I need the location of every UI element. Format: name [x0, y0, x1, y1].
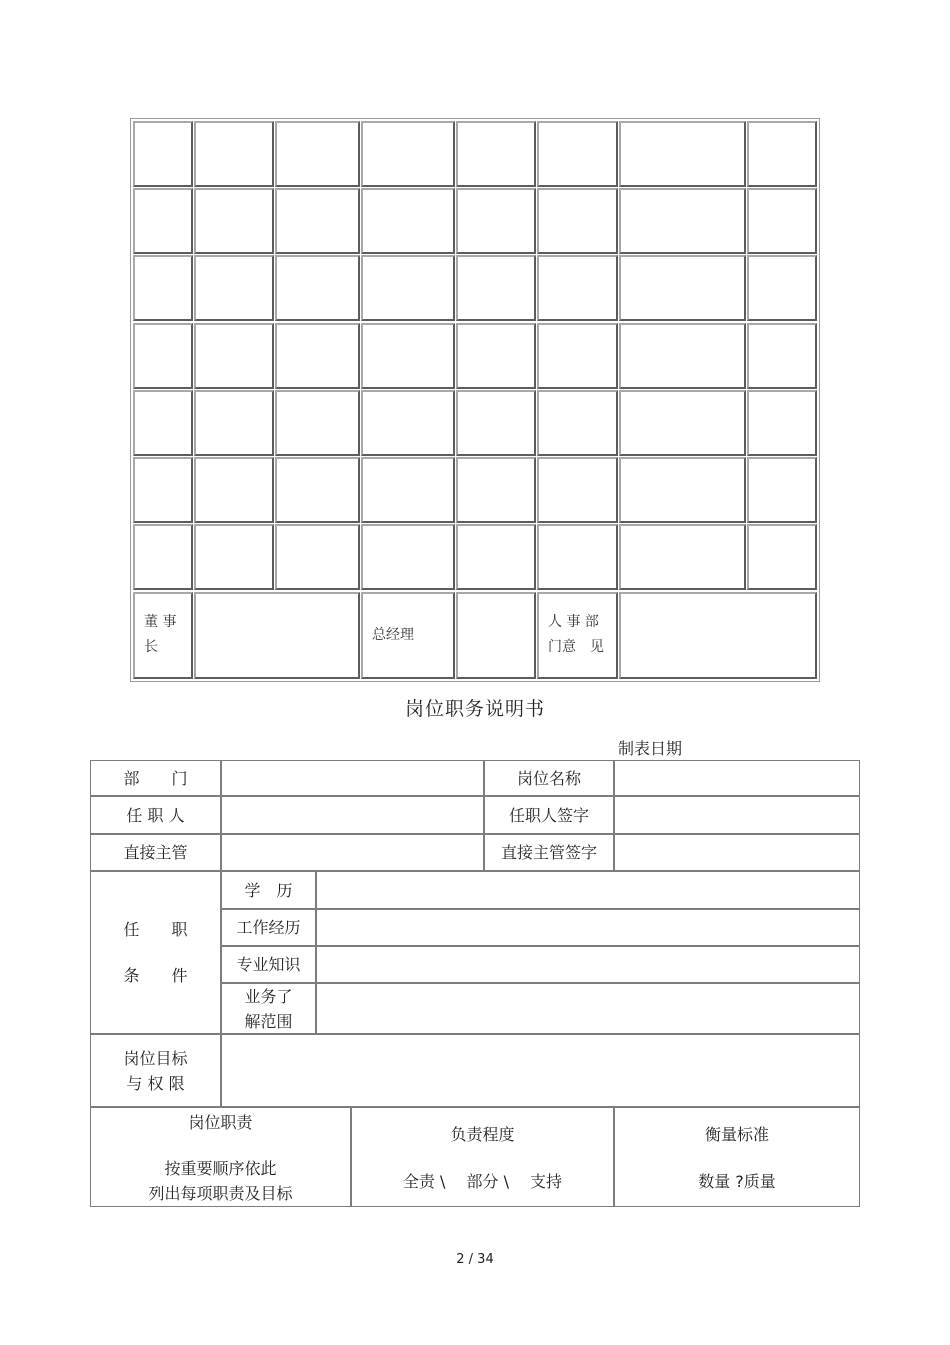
measure-title: 衡量标准: [704, 1125, 769, 1144]
responsibility-title: 负责程度: [450, 1125, 515, 1144]
business-scope-input[interactable]: [316, 983, 860, 1034]
job-description-form: [89, 759, 861, 1208]
grid-cell[interactable]: [275, 390, 360, 456]
grid-cell[interactable]: [133, 255, 193, 321]
grid-cell[interactable]: [537, 524, 618, 590]
grid-cell[interactable]: [747, 524, 817, 590]
education-input[interactable]: [316, 871, 860, 909]
grid-cell[interactable]: [619, 390, 746, 456]
chairman-sign-cell[interactable]: [194, 592, 360, 679]
approval-grid: [130, 118, 820, 682]
grid-cell[interactable]: [133, 121, 193, 187]
grid-cell[interactable]: [747, 323, 817, 389]
professional-knowledge-label: 专业知识: [236, 955, 301, 974]
grid-cell[interactable]: [194, 323, 274, 389]
chairman-label-cell: [133, 592, 193, 679]
measure-header-cell: [614, 1107, 860, 1207]
education-label: 学 历: [244, 880, 293, 900]
grid-cell[interactable]: [133, 188, 193, 254]
grid-cell[interactable]: [619, 457, 746, 523]
duties-note: 按重要顺序依此: [164, 1159, 277, 1178]
grid-cell[interactable]: [619, 121, 746, 187]
general-manager-label: 总经理: [372, 627, 414, 643]
grid-cell[interactable]: [361, 323, 455, 389]
qualifications-label: 任 职: [123, 919, 188, 939]
grid-cell[interactable]: [361, 255, 455, 321]
supervisor-label-cell: [90, 834, 221, 871]
responsibility-header-cell: [351, 1107, 614, 1207]
grid-cell[interactable]: [133, 524, 193, 590]
incumbent-signature-input[interactable]: [614, 796, 860, 834]
goals-label-cell: [90, 1034, 221, 1107]
supervisor-signature-label: 直接主管签字: [500, 843, 597, 862]
grid-cell[interactable]: [619, 255, 746, 321]
work-experience-label: 工作经历: [236, 918, 301, 937]
grid-cell[interactable]: [537, 121, 618, 187]
date-label: 制表日期: [618, 739, 683, 758]
grid-cell[interactable]: [537, 390, 618, 456]
incumbent-input[interactable]: [221, 796, 484, 834]
grid-cell[interactable]: [194, 255, 274, 321]
hr-opinion-sign-cell[interactable]: [619, 592, 817, 679]
grid-cell[interactable]: [275, 457, 360, 523]
responsibility-options: 全责 \ 部分 \ 支持: [402, 1172, 563, 1191]
grid-cell[interactable]: [361, 121, 455, 187]
document-title: 岗位职务说明书: [404, 698, 545, 720]
grid-cell[interactable]: [275, 255, 360, 321]
grid-cell[interactable]: [537, 188, 618, 254]
hr-opinion-label: 人 事 部: [548, 614, 599, 630]
grid-cell[interactable]: [456, 457, 536, 523]
grid-cell[interactable]: [275, 121, 360, 187]
grid-cell[interactable]: [194, 188, 274, 254]
grid-cell[interactable]: [747, 390, 817, 456]
grid-cell[interactable]: [456, 323, 536, 389]
work-experience-input[interactable]: [316, 909, 860, 946]
supervisor-signature-input[interactable]: [614, 834, 860, 871]
general-manager-sign-cell[interactable]: [456, 592, 536, 679]
qualifications-label-line2: 条 件: [123, 965, 188, 985]
grid-cell[interactable]: [619, 188, 746, 254]
position-name-input[interactable]: [614, 760, 860, 796]
grid-cell[interactable]: [275, 524, 360, 590]
duties-note-line2: 列出每项职责及目标: [148, 1184, 293, 1203]
grid-cell[interactable]: [133, 323, 193, 389]
grid-cell[interactable]: [456, 255, 536, 321]
grid-cell[interactable]: [747, 188, 817, 254]
grid-cell[interactable]: [537, 323, 618, 389]
chairman-label: 董 事: [144, 614, 177, 630]
grid-cell[interactable]: [194, 121, 274, 187]
incumbent-label: 任 职 人: [126, 805, 185, 825]
general-manager-label-cell: [361, 592, 455, 679]
grid-cell[interactable]: [133, 390, 193, 456]
position-name-label-cell: [484, 760, 614, 796]
grid-cell[interactable]: [747, 255, 817, 321]
incumbent-label-cell: [90, 796, 221, 834]
grid-cell[interactable]: [194, 457, 274, 523]
work-experience-label-cell: [221, 909, 316, 946]
incumbent-signature-label-cell: [484, 796, 614, 834]
grid-cell[interactable]: [747, 121, 817, 187]
incumbent-signature-label: 任职人签字: [508, 805, 589, 825]
grid-cell[interactable]: [537, 457, 618, 523]
goals-label: 岗位目标: [123, 1048, 188, 1068]
grid-cell[interactable]: [456, 390, 536, 456]
grid-cell[interactable]: [619, 323, 746, 389]
business-scope-label-cell: [221, 983, 316, 1034]
professional-knowledge-input[interactable]: [316, 946, 860, 983]
grid-cell[interactable]: [537, 255, 618, 321]
grid-cell[interactable]: [275, 188, 360, 254]
supervisor-label: 直接主管: [123, 843, 188, 862]
education-label-cell: [221, 871, 316, 909]
supervisor-signature-label-cell: [484, 834, 614, 871]
grid-cell[interactable]: [619, 524, 746, 590]
grid-cell[interactable]: [361, 457, 455, 523]
department-input[interactable]: [221, 760, 484, 796]
department-label: 部 门: [123, 768, 188, 788]
grid-cell[interactable]: [361, 188, 455, 254]
grid-cell[interactable]: [275, 323, 360, 389]
duties-title: 岗位职责: [188, 1113, 253, 1132]
grid-cell[interactable]: [456, 524, 536, 590]
measure-options: 数量 ?质量: [698, 1172, 776, 1191]
department-label-cell: [90, 760, 221, 796]
business-scope-label-line2: 解范围: [244, 1011, 293, 1031]
grid-cell[interactable]: [133, 457, 193, 523]
grid-cell[interactable]: [361, 390, 455, 456]
qualifications-label-cell: [90, 871, 221, 1034]
chairman-label-line2: 长: [144, 639, 158, 655]
hr-opinion-label-line2: 门意 见: [548, 639, 604, 655]
goals-label-line2: 与 权 限: [126, 1073, 185, 1093]
grid-cell[interactable]: [194, 524, 274, 590]
grid-cell[interactable]: [194, 390, 274, 456]
page-number: 2 / 34: [456, 1252, 494, 1267]
grid-cell[interactable]: [361, 524, 455, 590]
grid-cell[interactable]: [456, 188, 536, 254]
professional-knowledge-label-cell: [221, 946, 316, 983]
grid-cell[interactable]: [747, 457, 817, 523]
duties-header-cell: [90, 1107, 351, 1207]
grid-cell[interactable]: [456, 121, 536, 187]
position-name-label: 岗位名称: [516, 768, 581, 788]
goals-input[interactable]: [221, 1034, 860, 1107]
supervisor-input[interactable]: [221, 834, 484, 871]
hr-opinion-label-cell: [537, 592, 618, 679]
business-scope-label: 业务了: [244, 986, 293, 1006]
